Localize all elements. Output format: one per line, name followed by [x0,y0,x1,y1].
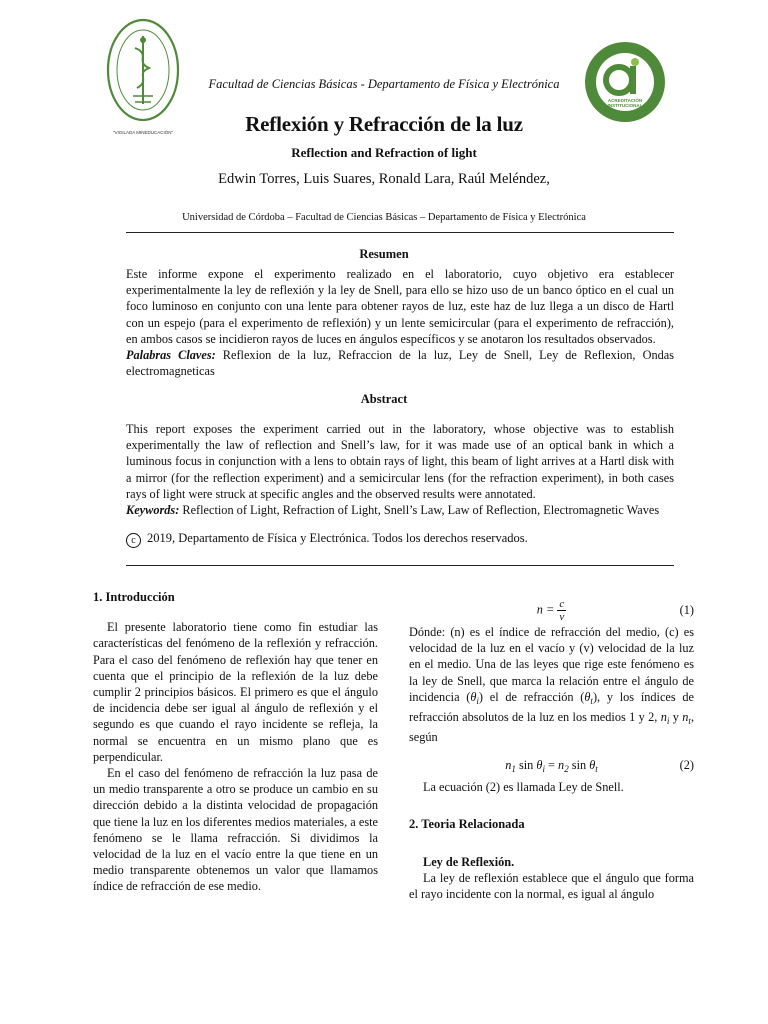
resumen-keywords: Palabras Claves: Reflexion de la luz, Refraccion de la luz, Ley de Snell, Ley de Reflexion, Ondas electromagneticas [126,348,674,379]
divider-bottom [126,565,674,566]
copyright-text: 2019, Departamento de Física y Electrónica. Todos los derechos reservados. [147,531,528,545]
snell-intro-paragraph: Dónde: (n) es el índice de refracción del medio, (c) es velocidad de la luz en el vacío y (v) velocidad de la luz en el medio. Una de las leyes que rige este fenómeno es la ley de Snell, que marca la relación entre el ángulo de incidencia $(\theta_i)$ el de refracción $(\theta_t)$, y los índices de refracción absolutos de la luz en los medios 1 y 2, $n_i$ y $n_t$, según [409,625,695,745]
left-column [93,589,378,895]
abstract-text [126,421,674,502]
resumen-heading: Resumen [359,247,409,261]
intro-paragraph-1: El presente laboratorio tiene como fin estudiar las características del fenómeno de la reflexión y refracción. Para el caso del fenómeno de reflexión hay que tener en cuenta que el principio de la reflexión de la luz debe cumplir 2 principios básicos. El primero es que el ángulo de incidencia debe ser igual al ángulo de reflexión y el segundo es que cuando el rayo incidente se refleja, la normal se encuentra en un mismo plano que es perpendicular. [93,620,378,764]
intro-paragraph-2: En el caso del fenómeno de refracción la luz pasa de un medio transparente a otro se produce un cambio en su dirección debido a la distinta velocidad de propagación que tiene la luz en los diferentes medios materiales, a este fenómeno se le llama refracción. Si dividimos la velocidad de la luz en el vacío entre la que tiene en un medio transparente obtenemos un valor que llamamos índice de refracción de ese medio. [93,766,378,894]
eq2-label: (2) [679,758,694,773]
copyright-icon: c [126,533,141,548]
equation-1 [409,598,694,624]
left-logo-motto: "VIGILADA MINEDUCACIÓN" [112,130,174,135]
eq1-lhs: n = [536,602,555,617]
section-2-heading: 2. Teoria Relacionada [409,816,525,831]
right-logo-caption-2: INSTITUCIONAL [607,103,643,108]
resumen-body: Este informe expone el experimento realizado en el laboratorio, cuyo objetivo era establecer experimentalmente la ley de reflexión y la ley de Snell, para ello se hizo uso de un banco óptico en el cual un foco luminoso en conjunto con una lente para obtener rayos de luz, este haz de luz llega a un disco de Hartl con un espejo (para el experimento de reflexión) y un lente semicircular (para el experimento de refracción), en ambos casos se incidieron rayos de luces en ángulos específicos y se anotaron los resultados observados. [126,267,674,346]
snell-law-formula: $n_1$ $\sin \theta_i = n_2$ $\sin \theta_t$ [505,758,598,775]
paper-subtitle: Reflection and Refraction of light [291,145,477,160]
eq2-note: La ecuación (2) es llamada Ley de Snell. [423,780,624,795]
paper-title: Reflexión y Refracción de la luz [245,112,523,136]
section-1-heading: 1. Introducción [93,590,175,604]
eq1-numerator: c [559,598,565,610]
abstract-heading: Abstract [360,392,408,406]
eq1-label: (1) [679,603,694,617]
divider-top [126,232,674,233]
right-column [409,600,694,902]
reflection-law-text: La ley de reflexión establece que el ángulo que forma el rayo incidente con la normal, es igual al ángulo [409,871,694,902]
eq1-fraction [557,598,566,623]
palabras-claves-label: Palabras Claves [126,348,212,362]
keywords-label: Keywords [126,503,176,517]
abstract-body: This report exposes the experiment carried out in the laboratory, whose objective was to establish experimentally the law of reflection and Snell’s law, for it was made use of an optical bank in which a luminous focus in conjunction with a lens to obtain rays of light, this beam of light arrives at a Hartl disk with a mirror (for the reflection experiment) and a semicircular lens (for the refraction experiment), in both cases rays of light were struck at specific angles and the observed results were annotated. [126,422,674,501]
resumen-text [126,266,674,347]
keywords: Reflection of Light, Refraction of Light, Snell’s Law, Law of Reflection, Electromagnetic Waves [182,503,660,517]
palabras-claves: Reflexion de la luz, Refraccion de la luz, Ley de Snell, Ley de Reflexion, Ondas electromagneticas [126,348,674,379]
subsection-heading: Ley de Reflexión. [423,854,515,869]
abstract-keywords: Keywords: Reflection of Light, Refraction of Light, Snell’s Law, Law of Reflection, Electromagnetic Waves [126,503,660,517]
equation-2 [409,749,694,779]
affiliation: Universidad de Córdoba – Facultad de Ciencias Básicas – Departamento de Física y Electrónica [182,212,586,223]
copyright-notice [126,531,528,548]
right-logo-caption-1: ACREDITACIÓN [607,98,643,103]
faculty-department-line: Facultad de Ciencias Básicas - Departamento de Física y Electrónica [208,77,560,91]
authors: Edwin Torres, Luis Suares, Ronald Lara, Raúl Meléndez, [218,171,550,187]
eq1-denominator: v [559,611,565,623]
